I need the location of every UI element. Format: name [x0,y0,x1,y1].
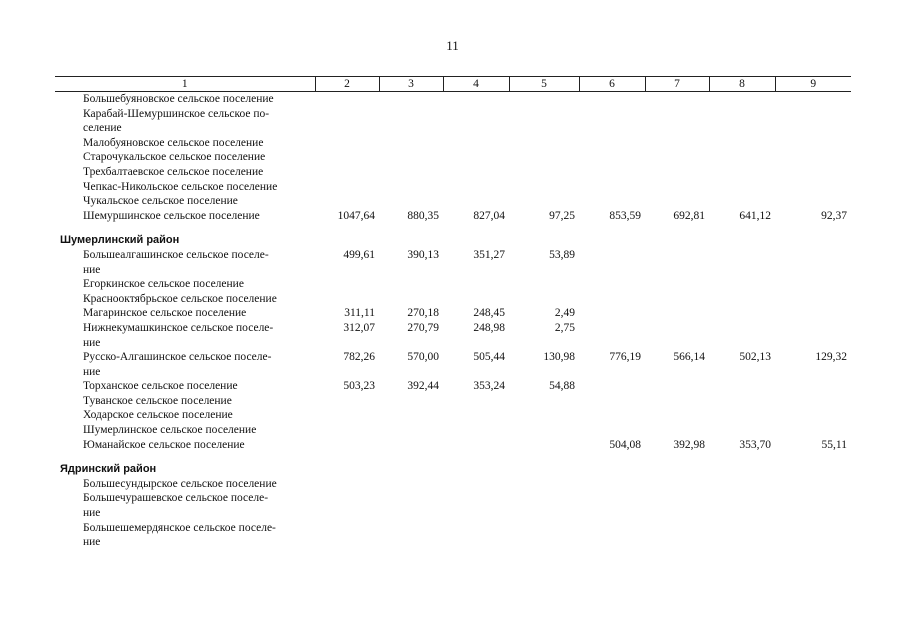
value-cell-col-5 [509,438,579,453]
value-cell-col-5 [509,408,579,423]
value-cell-col-5 [509,423,579,438]
value-cell-col-9 [775,379,851,394]
value-cell-col-8 [709,194,775,209]
settlement-name-line: Магаринское сельское поселение [83,307,247,320]
district-name: Ядринский район [60,463,157,476]
table-row [55,477,851,492]
value-cell-col-7 [645,306,709,321]
settlement-name [55,292,315,307]
value-cell-col-5 [509,136,579,151]
settlement-name-line: Большечурашевское сельское поселе- [83,492,269,505]
value-cell-col-7 [645,107,709,136]
value-cell-col-9 [775,248,851,277]
value-cell-col-3 [379,107,443,136]
table-row [55,350,851,379]
value-cell-col-5: 54,88 [549,380,575,393]
value-cell-col-6: 776,19 [609,351,641,364]
value-cell-col-4: 827,04 [473,209,505,222]
value-cell-col-6 [579,394,645,409]
settlement-name [55,321,315,350]
value-cell-col-9 [775,165,851,180]
value-cell-col-5 [509,180,579,195]
value-cell-col-5 [509,165,579,180]
settlement-name [55,521,315,550]
settlement-name [55,306,315,321]
value-cell-col-5 [509,107,579,136]
value-cell-col-7 [645,180,709,195]
value-cell-col-2 [315,491,379,520]
value-cell-col-3 [379,408,443,423]
settlement-name-line: Егоркинское сельское поселение [83,278,244,291]
value-cell-col-8: 641,12 [739,209,771,222]
value-cell-col-4 [443,491,509,520]
settlement-name [55,136,315,151]
value-cell-col-2 [315,107,379,136]
table-row [55,248,851,277]
value-cell-col-5: 130,98 [543,351,575,364]
value-cell-col-2 [315,180,379,195]
value-cell-col-8 [709,306,775,321]
value-cell-col-2: 1047,64 [337,209,375,222]
value-cell-col-3 [379,194,443,209]
settlement-name-line: Торханское сельское поселение [83,380,238,393]
table-row [55,209,851,224]
value-cell-col-2 [315,394,379,409]
value-cell-col-6 [579,277,645,292]
value-cell-col-5 [509,194,579,209]
settlement-name-line: ние [83,263,101,276]
settlement-name-line: Большеалгашинское сельское поселе- [83,248,269,261]
value-cell-col-7 [645,92,709,107]
value-cell-col-8 [709,491,775,520]
settlement-name [55,209,315,224]
table-body [55,92,851,550]
settlement-name-line: селение [83,122,122,135]
settlement-name-line: ние [83,536,101,549]
column-header: 7 [645,77,709,92]
value-cell-col-2 [315,194,379,209]
table-row [55,92,851,107]
value-cell-col-7 [645,423,709,438]
value-cell-col-6 [579,408,645,423]
value-cell-col-4 [443,408,509,423]
value-cell-col-7 [645,194,709,209]
value-cell-col-6 [579,180,645,195]
value-cell-col-3 [379,165,443,180]
value-cell-col-5 [509,521,579,550]
table-row [55,277,851,292]
value-cell-col-7 [645,521,709,550]
value-cell-col-4 [443,180,509,195]
value-cell-col-6: 853,59 [609,209,641,222]
value-cell-col-5 [509,292,579,307]
column-header: 6 [579,77,645,92]
settlement-name-line: Чукальское сельское поселение [83,195,238,208]
value-cell-col-2 [315,408,379,423]
table-row [55,136,851,151]
value-cell-col-7 [645,150,709,165]
column-header: 5 [509,77,579,92]
value-cell-col-9: 55,11 [821,438,847,451]
value-cell-col-4 [443,292,509,307]
value-cell-col-9 [775,491,851,520]
value-cell-col-4 [443,477,509,492]
value-cell-col-2: 311,11 [344,307,375,320]
table-row [55,150,851,165]
table-row [55,180,851,195]
table-row [55,423,851,438]
value-cell-col-7 [645,292,709,307]
value-cell-col-9 [775,408,851,423]
value-cell-col-8 [709,321,775,350]
value-cell-col-3: 392,44 [407,380,439,393]
value-cell-col-9 [775,521,851,550]
value-cell-col-2 [315,136,379,151]
value-cell-col-5: 53,89 [549,248,575,261]
settlement-name-line: Старочукальское сельское поселение [83,151,266,164]
settlement-name [55,477,315,492]
value-cell-col-8 [709,180,775,195]
value-cell-col-8 [709,408,775,423]
column-header: 3 [379,77,443,92]
value-cell-col-7: 392,98 [673,438,705,451]
value-cell-col-7 [645,136,709,151]
value-cell-col-3: 570,00 [407,351,439,364]
settlement-name [55,438,315,453]
value-cell-col-4: 351,27 [473,248,505,261]
value-cell-col-8: 502,13 [739,351,771,364]
table-row [55,438,851,453]
value-cell-col-2 [315,521,379,550]
value-cell-col-8 [709,107,775,136]
column-number-row [55,77,851,92]
value-cell-col-9 [775,194,851,209]
page-number: 11 [446,38,459,53]
value-cell-col-4: 248,98 [473,321,505,334]
column-header: 4 [443,77,509,92]
value-cell-col-6 [579,136,645,151]
value-cell-col-7 [645,379,709,394]
value-cell-col-8 [709,394,775,409]
value-cell-col-7 [645,477,709,492]
value-cell-col-3: 270,79 [407,321,439,334]
value-cell-col-9 [775,321,851,350]
value-cell-col-4: 505,44 [473,351,505,364]
settlement-name-line: Туванское сельское поселение [83,394,232,407]
budget-table [55,76,851,550]
value-cell-col-4 [443,165,509,180]
column-header: 8 [709,77,775,92]
settlement-name [55,180,315,195]
value-cell-col-3 [379,150,443,165]
district-header-row [55,223,851,248]
table-row [55,194,851,209]
settlement-name-line: Русско-Алгашинское сельское поселе- [83,351,272,364]
value-cell-col-4 [443,136,509,151]
value-cell-col-4 [443,150,509,165]
settlement-name [55,350,315,379]
value-cell-col-9 [775,136,851,151]
value-cell-col-6 [579,248,645,277]
value-cell-col-6 [579,292,645,307]
table-row [55,408,851,423]
column-header: 9 [775,77,851,92]
value-cell-col-6 [579,491,645,520]
value-cell-col-9 [775,180,851,195]
value-cell-col-4 [443,423,509,438]
value-cell-col-8 [709,477,775,492]
value-cell-col-8 [709,150,775,165]
value-cell-col-6 [579,194,645,209]
value-cell-col-8 [709,521,775,550]
value-cell-col-7 [645,248,709,277]
value-cell-col-2: 499,61 [343,248,375,261]
value-cell-col-6 [579,521,645,550]
value-cell-col-3 [379,423,443,438]
value-cell-col-7: 566,14 [673,351,705,364]
table-row [55,321,851,350]
value-cell-col-5 [509,92,579,107]
value-cell-col-7 [645,408,709,423]
value-cell-col-3 [379,136,443,151]
settlement-name-line: Шумерлинское сельское поселение [83,424,257,437]
value-cell-col-4 [443,394,509,409]
value-cell-col-4 [443,92,509,107]
value-cell-col-2 [315,150,379,165]
value-cell-col-7 [645,321,709,350]
value-cell-col-2 [315,438,379,453]
value-cell-col-3: 880,35 [407,209,439,222]
value-cell-col-9: 129,32 [815,351,847,364]
settlement-name [55,150,315,165]
settlement-name-line: Чепкас-Никольское сельское поселение [83,180,278,193]
value-cell-col-7: 692,81 [673,209,705,222]
value-cell-col-8 [709,292,775,307]
settlement-name [55,277,315,292]
settlement-name [55,379,315,394]
value-cell-col-4 [443,194,509,209]
value-cell-col-6 [579,477,645,492]
value-cell-col-7 [645,277,709,292]
value-cell-col-6 [579,92,645,107]
settlement-name-line: Трехбалтаевское сельское поселение [83,165,264,178]
settlement-name-line: Нижнекумашкинское сельское поселе- [83,321,274,334]
value-cell-col-3 [379,521,443,550]
value-cell-col-3 [379,438,443,453]
value-cell-col-7 [645,491,709,520]
district-name: Шумерлинский район [60,234,180,247]
value-cell-col-8 [709,136,775,151]
value-cell-col-9 [775,477,851,492]
settlement-name [55,408,315,423]
value-cell-col-2 [315,165,379,180]
settlement-name [55,92,315,107]
settlement-name-line: Юманайское сельское поселение [83,438,245,451]
settlement-name-line: Большесундырское сельское поселение [83,477,277,490]
value-cell-col-6 [579,379,645,394]
value-cell-col-5 [509,394,579,409]
value-cell-col-4: 353,24 [473,380,505,393]
table-row [55,394,851,409]
value-cell-col-5: 97,25 [549,209,575,222]
value-cell-col-5 [509,491,579,520]
value-cell-col-5 [509,277,579,292]
value-cell-col-2 [315,277,379,292]
value-cell-col-4: 248,45 [473,307,505,320]
settlement-name-line: ние [83,507,101,520]
value-cell-col-6 [579,321,645,350]
table-row [55,379,851,394]
value-cell-col-2: 782,26 [343,351,375,364]
value-cell-col-6 [579,150,645,165]
value-cell-col-3 [379,180,443,195]
value-cell-col-2: 503,23 [343,380,375,393]
value-cell-col-9 [775,292,851,307]
value-cell-col-8 [709,165,775,180]
settlement-name [55,491,315,520]
value-cell-col-8 [709,379,775,394]
table-row [55,521,851,550]
value-cell-col-5 [509,150,579,165]
value-cell-col-2 [315,423,379,438]
settlement-name [55,194,315,209]
settlement-name-line: Большебуяновское сельское поселение [83,93,274,105]
value-cell-col-8 [709,423,775,438]
table-row [55,306,851,321]
table-row [55,491,851,520]
value-cell-col-3 [379,92,443,107]
column-header: 2 [315,77,379,92]
settlement-name-line: Большешемердянское сельское поселе- [83,521,276,534]
value-cell-col-5: 2,75 [554,321,575,334]
settlement-name-line: Карабай-Шемуршинское сельское по- [83,107,270,120]
settlement-name-line: Малобуяновское сельское поселение [83,136,264,149]
table-row [55,107,851,136]
value-cell-col-4 [443,107,509,136]
settlement-name [55,423,315,438]
value-cell-col-2 [315,477,379,492]
value-cell-col-9: 92,37 [821,209,847,222]
settlement-name [55,394,315,409]
value-cell-col-2: 312,07 [343,321,375,334]
value-cell-col-4 [443,277,509,292]
settlement-name-line: Шемуршинское сельское поселение [83,209,260,222]
value-cell-col-9 [775,277,851,292]
value-cell-col-8 [709,248,775,277]
settlement-name-line: Краснооктябрьское сельское поселение [83,292,277,305]
value-cell-col-9 [775,92,851,107]
table-row [55,292,851,307]
value-cell-col-7 [645,165,709,180]
settlement-name-line: ние [83,336,101,349]
value-cell-col-8: 353,70 [739,438,771,451]
value-cell-col-9 [775,394,851,409]
value-cell-col-4 [443,438,509,453]
settlement-name-line: Ходарское сельское поселение [83,409,233,422]
value-cell-col-3: 270,18 [407,307,439,320]
value-cell-col-2 [315,292,379,307]
value-cell-col-4 [443,521,509,550]
value-cell-col-9 [775,306,851,321]
value-cell-col-2 [315,92,379,107]
value-cell-col-6 [579,423,645,438]
settlement-name [55,248,315,277]
value-cell-col-6: 504,08 [609,438,641,451]
value-cell-col-6 [579,165,645,180]
value-cell-col-5: 2,49 [554,307,575,320]
settlement-name-line: ние [83,365,101,378]
district-header-row [55,452,851,477]
value-cell-col-6 [579,107,645,136]
value-cell-col-3 [379,277,443,292]
settlement-name [55,165,315,180]
value-cell-col-6 [579,306,645,321]
value-cell-col-8 [709,277,775,292]
value-cell-col-3 [379,394,443,409]
value-cell-col-3 [379,491,443,520]
column-header: 1 [55,77,315,92]
value-cell-col-9 [775,107,851,136]
value-cell-col-5 [509,477,579,492]
value-cell-col-9 [775,423,851,438]
value-cell-col-3 [379,292,443,307]
value-cell-col-3: 390,13 [407,248,439,261]
value-cell-col-9 [775,150,851,165]
value-cell-col-7 [645,394,709,409]
table-row [55,165,851,180]
value-cell-col-8 [709,92,775,107]
settlement-name [55,107,315,136]
value-cell-col-3 [379,477,443,492]
